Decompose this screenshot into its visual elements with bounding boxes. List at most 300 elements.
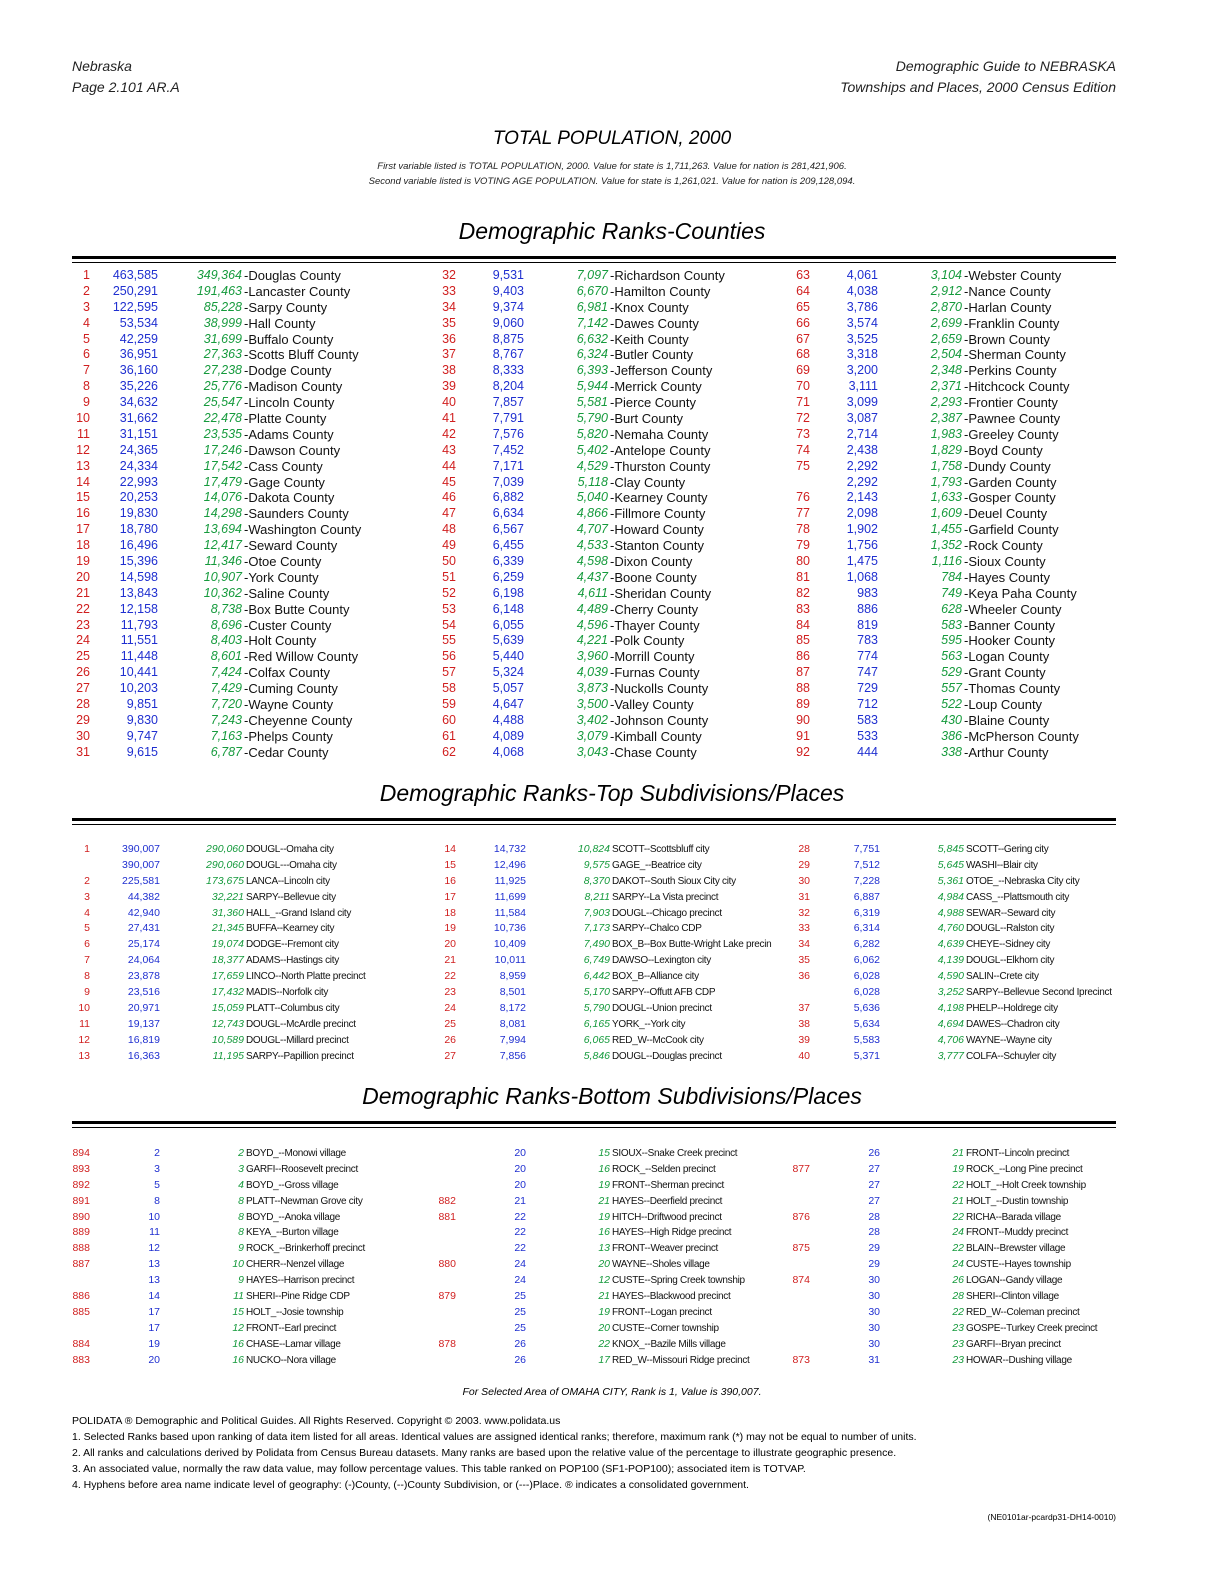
value-cell: 21	[514, 1194, 526, 1207]
rank-cell: 894	[72, 1147, 90, 1159]
table-row	[438, 937, 778, 953]
table-row	[72, 1178, 412, 1194]
value-cell: 729	[857, 681, 878, 696]
rank-cell: 65	[796, 299, 810, 314]
rank-cell: 889	[72, 1226, 90, 1239]
table-row	[72, 906, 412, 922]
associated-value-cell: 3,043	[576, 744, 608, 759]
value-cell: 6,319	[853, 906, 880, 919]
area-name-cell: DOUGL--Millard precinct	[246, 1034, 349, 1046]
value-cell: 7,576	[492, 426, 524, 441]
table-row	[438, 1033, 778, 1049]
associated-value-cell: 18,377	[211, 954, 244, 967]
rank-cell: 882	[438, 1194, 456, 1207]
value-cell: 9,403	[492, 283, 524, 298]
top-rule-sub	[72, 824, 1116, 825]
value-cell: 31,151	[119, 426, 158, 441]
area-name-cell: -Butler County	[610, 347, 694, 363]
value-cell: 7,994	[499, 1033, 526, 1046]
value-cell: 2,098	[846, 506, 878, 521]
associated-value-cell: 4,639	[937, 938, 964, 951]
table-row	[438, 1194, 778, 1210]
table-row	[792, 1289, 1132, 1305]
area-name-cell: CHERR--Nenzel village	[246, 1259, 345, 1271]
rank-cell: 25	[76, 649, 90, 664]
area-name-cell: SIOUX--Snake Creek precinct	[612, 1148, 738, 1159]
table-row	[792, 1001, 1132, 1017]
area-name-cell: -Dodge County	[244, 363, 332, 379]
area-name-cell: LINCO--North Platte precinct	[246, 971, 366, 983]
rank-cell: 86	[796, 649, 810, 664]
value-cell: 8,875	[492, 331, 524, 346]
value-cell: 24	[514, 1258, 526, 1271]
associated-value-cell: 595	[941, 633, 962, 648]
area-name-cell: -Lincoln County	[244, 395, 335, 411]
bottom_places-column	[438, 1146, 778, 1368]
area-name-cell: -Keya Paha County	[964, 585, 1077, 601]
area-name-cell: -Hall County	[244, 315, 316, 331]
value-cell: 22	[514, 1226, 526, 1239]
area-name-cell: PHELP--Holdrege city	[966, 1002, 1058, 1014]
table-row	[438, 1241, 778, 1257]
associated-value-cell: 16	[232, 1353, 244, 1366]
area-name-cell: -Boone County	[610, 569, 697, 585]
area-name-cell: -Burt County	[610, 411, 683, 427]
area-name-cell: DOUGL--Elkhorn city	[966, 955, 1055, 967]
area-name-cell: SARPY--Bellevue city	[246, 891, 336, 903]
rank-cell: 15	[76, 490, 90, 505]
associated-value-cell: 5,944	[576, 379, 608, 394]
area-name-cell: SHERI--Pine Ridge CDP	[246, 1291, 350, 1303]
area-name-cell: -Pawnee County	[964, 411, 1061, 427]
value-cell: 13,843	[119, 585, 158, 600]
associated-value-cell: 5,118	[577, 474, 608, 489]
area-name-cell: -Nuckolls County	[610, 681, 709, 697]
value-cell: 36,160	[119, 363, 158, 378]
area-name-cell: -Johnson County	[610, 712, 709, 728]
associated-value-cell: 3,960	[576, 649, 608, 664]
table-row	[792, 1321, 1132, 1337]
value-cell: 27	[868, 1194, 880, 1207]
area-name-cell: CUSTE--Corner township	[612, 1322, 719, 1334]
table-row	[438, 842, 778, 858]
rank-cell: 17	[444, 890, 456, 903]
area-name-cell: -Thurston County	[610, 458, 711, 474]
area-name-cell: -Saline County	[244, 585, 330, 601]
associated-value-cell: 28	[952, 1290, 964, 1303]
associated-value-cell: 6,670	[576, 283, 608, 298]
area-name-cell: HITCH--Driftwood precinct	[612, 1211, 722, 1223]
rank-cell: 31	[76, 744, 90, 759]
area-name-cell: -Wayne County	[244, 697, 334, 713]
value-cell: 5,440	[492, 649, 524, 664]
rank-cell: 887	[72, 1258, 90, 1271]
table-row	[792, 395, 1122, 411]
associated-value-cell: 4,039	[576, 665, 608, 680]
associated-value-cell: 23	[952, 1353, 964, 1366]
associated-value-cell: 191,463	[196, 283, 242, 298]
value-cell: 30	[868, 1305, 880, 1318]
area-name-cell: -York County	[244, 569, 319, 585]
rank-cell: 879	[438, 1290, 456, 1303]
area-name-cell: GARFI--Roosevelt precinct	[246, 1163, 358, 1175]
footnote-2: 2. All ranks and calculations derived by Polidata from Census Bureau datasets. Many ranks are based upon the relative value of the percentage to illustrate geographic presence.	[72, 1447, 897, 1459]
rank-cell: 34	[442, 299, 456, 314]
area-name-cell: NUCKO--Nora village	[246, 1354, 336, 1366]
associated-value-cell: 7,163	[210, 728, 242, 743]
area-name-cell: -Pierce County	[610, 395, 696, 411]
value-cell: 11,699	[494, 890, 526, 903]
rank-cell: 39	[442, 379, 456, 394]
value-cell: 16,496	[119, 538, 158, 553]
value-cell: 10	[148, 1210, 160, 1223]
value-cell: 9,830	[126, 712, 158, 727]
table-row	[438, 459, 768, 475]
associated-value-cell: 7,097	[576, 268, 608, 282]
associated-value-cell: 8	[238, 1226, 244, 1239]
table-row	[438, 1289, 778, 1305]
value-cell: 13	[148, 1258, 160, 1271]
area-name-cell: SCOTT--Gering city	[966, 844, 1049, 855]
value-cell: 11,551	[120, 633, 158, 648]
associated-value-cell: 4,694	[937, 1017, 964, 1030]
area-name-cell: -Perkins County	[964, 363, 1057, 379]
rank-cell: 25	[444, 1017, 456, 1030]
table-row	[72, 586, 402, 602]
table-row	[72, 395, 402, 411]
rank-cell: 5	[84, 922, 90, 935]
table-row	[72, 443, 402, 459]
rank-cell: 38	[442, 363, 456, 378]
associated-value-cell: 6,165	[583, 1017, 610, 1030]
table-row	[792, 268, 1122, 284]
value-cell: 7,512	[853, 858, 880, 871]
area-name-cell: -Kimball County	[610, 728, 702, 744]
table-row	[792, 506, 1122, 522]
value-cell: 27,431	[127, 922, 160, 935]
selected-area-note: For Selected Area of OMAHA CITY, Rank is 1, Value is 390,007.	[462, 1386, 762, 1398]
area-name-cell: GAGE_--Beatrice city	[612, 859, 702, 871]
value-cell: 8,204	[492, 379, 524, 394]
value-cell: 26	[514, 1337, 526, 1350]
area-name-cell: SARPY--Bellevue Second Iprecinct	[966, 987, 1112, 999]
table-row	[792, 332, 1122, 348]
table-row	[792, 858, 1132, 874]
value-cell: 42,940	[127, 906, 160, 919]
area-name-cell: -Hooker County	[964, 633, 1056, 649]
table-row	[792, 538, 1122, 554]
value-cell: 30	[868, 1321, 880, 1334]
table-row	[438, 1257, 778, 1273]
table-row	[72, 1225, 412, 1241]
area-name-cell: MADIS--Norfolk city	[246, 987, 329, 999]
table-row	[438, 347, 768, 363]
associated-value-cell: 557	[941, 681, 962, 696]
associated-value-cell: 22	[598, 1337, 610, 1350]
area-name-cell: BLAIN--Brewster village	[966, 1243, 1066, 1255]
table-row	[792, 1146, 1132, 1162]
area-name-cell: -Arthur County	[964, 744, 1049, 760]
table-row	[438, 1337, 778, 1353]
area-name-cell: -Hamilton County	[610, 283, 711, 299]
area-name-cell: CHASE--Lamar village	[246, 1338, 341, 1350]
area-name-cell: -Howard County	[610, 522, 704, 538]
table-row	[72, 411, 402, 427]
table-row	[438, 665, 768, 681]
table-row	[792, 1353, 1132, 1369]
area-name-cell: -Cass County	[244, 458, 323, 474]
associated-value-cell: 6,324	[576, 347, 608, 362]
value-cell: 8,959	[499, 970, 526, 983]
associated-value-cell: 22	[952, 1242, 964, 1255]
table-row	[792, 427, 1122, 443]
rank-cell: 10	[78, 1001, 90, 1014]
area-name-cell: -Gosper County	[964, 490, 1056, 506]
rank-cell: 48	[442, 522, 456, 537]
rank-cell: 21	[444, 954, 456, 967]
table-row	[438, 874, 778, 890]
table-row	[438, 1210, 778, 1226]
associated-value-cell: 27,363	[203, 347, 242, 362]
value-cell: 34,632	[119, 395, 158, 410]
associated-value-cell: 2,504	[930, 347, 962, 362]
area-name-cell: -Loup County	[964, 697, 1043, 713]
value-cell: 30	[868, 1290, 880, 1303]
rank-cell: 80	[796, 554, 810, 569]
associated-value-cell: 8,211	[584, 890, 610, 903]
value-cell: 13	[148, 1274, 160, 1287]
rank-cell: 31	[798, 890, 810, 903]
associated-value-cell: 784	[941, 569, 962, 584]
value-cell: 5,324	[492, 665, 524, 680]
rank-cell: 7	[84, 954, 90, 967]
rank-cell: 74	[796, 442, 810, 457]
value-cell: 12,158	[119, 601, 158, 616]
table-row	[72, 316, 402, 332]
area-name-cell: RICHA--Barada village	[966, 1211, 1061, 1223]
associated-value-cell: 5,581	[576, 395, 608, 410]
value-cell: 9,531	[492, 268, 524, 282]
associated-value-cell: 4,529	[576, 458, 608, 473]
rank-cell: 22	[76, 601, 90, 616]
table-row	[438, 443, 768, 459]
table-row	[72, 427, 402, 443]
associated-value-cell: 7,424	[210, 665, 242, 680]
table-row	[438, 1225, 778, 1241]
associated-value-cell: 2,348	[930, 363, 962, 378]
table-row	[72, 1241, 412, 1257]
value-cell: 5,634	[853, 1017, 880, 1030]
area-name-cell: -Fillmore County	[610, 506, 706, 522]
table-row	[72, 1289, 412, 1305]
table-row	[72, 1273, 412, 1289]
counties-rule-sub	[72, 262, 1116, 263]
rank-cell: 58	[442, 681, 456, 696]
rank-cell: 24	[444, 1001, 456, 1014]
table-row	[438, 332, 768, 348]
area-name-cell: -Antelope County	[610, 442, 711, 458]
area-name-cell: -Keith County	[610, 331, 689, 347]
value-cell: 23,878	[127, 970, 160, 983]
value-cell: 23,516	[127, 986, 160, 999]
area-name-cell: HAYES--Blackwood precinct	[612, 1291, 731, 1303]
value-cell: 6,028	[853, 986, 880, 999]
table-row	[792, 284, 1122, 300]
associated-value-cell: 6,749	[583, 954, 610, 967]
table-row	[792, 1305, 1132, 1321]
rank-cell: 26	[444, 1033, 456, 1046]
associated-value-cell: 17,479	[203, 474, 242, 489]
rank-cell: 17	[76, 522, 90, 537]
table-row	[438, 475, 768, 491]
associated-value-cell: 12,417	[203, 538, 242, 553]
associated-value-cell: 4,596	[576, 617, 608, 632]
associated-value-cell: 23,535	[203, 426, 242, 441]
area-name-cell: -Nance County	[964, 283, 1051, 299]
area-name-cell: -Sarpy County	[244, 299, 328, 315]
area-name-cell: SEWAR--Seward city	[966, 907, 1056, 919]
table-row	[72, 538, 402, 554]
rank-cell: 33	[442, 283, 456, 298]
value-cell: 20	[514, 1178, 526, 1191]
table-row	[438, 681, 768, 697]
area-name-cell: -Cherry County	[610, 601, 699, 617]
associated-value-cell: 9	[238, 1274, 244, 1287]
associated-value-cell: 7,142	[576, 315, 608, 330]
area-name-cell: -Red Willow County	[244, 649, 359, 665]
value-cell: 2	[154, 1147, 160, 1159]
table-row	[438, 427, 768, 443]
value-cell: 7,751	[853, 843, 880, 855]
value-cell: 20,971	[127, 1001, 160, 1014]
rank-cell: 7	[83, 363, 90, 378]
associated-value-cell: 19	[952, 1162, 964, 1175]
value-cell: 16,363	[127, 1049, 160, 1062]
associated-value-cell: 21	[952, 1194, 964, 1207]
area-name-cell: DODGE--Fremont city	[246, 939, 339, 951]
area-name-cell: -Wheeler County	[964, 601, 1062, 617]
area-name-cell: FRONT--Earl precinct	[246, 1322, 337, 1334]
value-cell: 19,137	[127, 1017, 160, 1030]
table-row	[72, 858, 412, 874]
table-row	[438, 1017, 778, 1033]
rank-cell: 16	[76, 506, 90, 521]
associated-value-cell: 6,442	[583, 970, 610, 983]
value-cell: 18,780	[119, 522, 158, 537]
associated-value-cell: 19,074	[211, 938, 244, 951]
associated-value-cell: 173,675	[206, 874, 244, 887]
area-name-cell: -Morrill County	[610, 649, 695, 665]
rank-cell: 57	[442, 665, 456, 680]
value-cell: 11,925	[494, 874, 526, 887]
area-name-cell: -Scotts Bluff County	[244, 347, 359, 363]
area-name-cell: SARPY--Papillion precinct	[246, 1050, 354, 1062]
value-cell: 783	[857, 633, 878, 648]
associated-value-cell: 17,659	[211, 970, 244, 983]
value-cell: 24,334	[119, 458, 158, 473]
rank-cell: 8	[83, 379, 90, 394]
table-row	[72, 1001, 412, 1017]
table-row	[438, 1178, 778, 1194]
rank-cell: 32	[798, 906, 810, 919]
value-cell: 42,259	[119, 331, 158, 346]
bottom_places-column	[792, 1146, 1132, 1368]
associated-value-cell: 85,228	[203, 299, 242, 314]
table-row	[438, 1273, 778, 1289]
rank-cell: 876	[792, 1210, 810, 1223]
associated-value-cell: 4,707	[576, 522, 608, 537]
value-cell: 2,292	[846, 458, 878, 473]
associated-value-cell: 19	[598, 1210, 610, 1223]
area-name-cell: -Cuming County	[244, 681, 338, 697]
area-name-cell: -Garden County	[964, 474, 1057, 490]
rank-cell: 55	[442, 633, 456, 648]
area-name-cell: GOSPE--Turkey Creek precinct	[966, 1322, 1098, 1334]
associated-value-cell: 290,060	[206, 843, 244, 855]
associated-value-cell: 6,393	[576, 363, 608, 378]
value-cell: 25	[514, 1305, 526, 1318]
area-name-cell: -Harlan County	[964, 299, 1052, 315]
value-cell: 3,574	[846, 315, 878, 330]
value-cell: 8,081	[499, 1017, 526, 1030]
area-name-cell: BUFFA--Kearney city	[246, 923, 335, 935]
rank-cell: 67	[796, 331, 810, 346]
rank-cell: 4	[84, 906, 90, 919]
bottom-places-section-title: Demographic Ranks-Bottom Subdivisions/Places	[362, 1083, 862, 1109]
value-cell: 712	[857, 697, 878, 712]
header-right	[840, 56, 1116, 98]
associated-value-cell: 5,846	[583, 1049, 610, 1062]
associated-value-cell: 3,252	[937, 986, 964, 999]
associated-value-cell: 3,079	[576, 728, 608, 743]
area-name-cell: DOUGL--Chicago precinct	[612, 907, 722, 919]
rank-cell: 19	[444, 922, 456, 935]
associated-value-cell: 3,873	[576, 681, 608, 696]
associated-value-cell: 4,706	[937, 1033, 964, 1046]
rank-cell: 873	[792, 1353, 810, 1366]
area-name-cell: -Webster County	[964, 268, 1062, 283]
rank-cell: 29	[76, 712, 90, 727]
counties-column	[72, 268, 402, 761]
rank-cell: 34	[798, 938, 810, 951]
associated-value-cell: 4,866	[576, 506, 608, 521]
associated-value-cell: 338	[941, 744, 962, 759]
value-cell: 6,634	[492, 506, 524, 521]
rank-cell: 883	[72, 1353, 90, 1366]
rank-cell: 39	[798, 1033, 810, 1046]
bottom_places-column	[72, 1146, 412, 1368]
value-cell: 225,581	[122, 874, 160, 887]
rank-cell: 9	[83, 395, 90, 410]
area-name-cell: WAYNE--Wayne city	[966, 1034, 1052, 1046]
area-name-cell: DOUGL--Ralston city	[966, 923, 1055, 935]
area-name-cell: -Gage County	[244, 474, 325, 490]
associated-value-cell: 24	[952, 1258, 964, 1271]
rank-cell: 30	[798, 874, 810, 887]
table-row	[792, 300, 1122, 316]
area-name-cell: HAYES--Deerfield precinct	[612, 1195, 723, 1207]
value-cell: 30	[868, 1274, 880, 1287]
footnote-4: 4. Hyphens before area name indicate level of geography: (-)County, (--)County Subdivision, or (---)Place. ® indicates a consolidated government.	[72, 1479, 749, 1491]
value-cell: 4,089	[492, 728, 524, 743]
associated-value-cell: 13	[598, 1242, 610, 1255]
associated-value-cell: 3,402	[576, 712, 608, 727]
value-cell: 8,333	[492, 363, 524, 378]
table-row	[792, 459, 1122, 475]
rank-cell: 87	[796, 665, 810, 680]
value-cell: 3,111	[848, 379, 878, 394]
rank-cell: 72	[796, 411, 810, 426]
